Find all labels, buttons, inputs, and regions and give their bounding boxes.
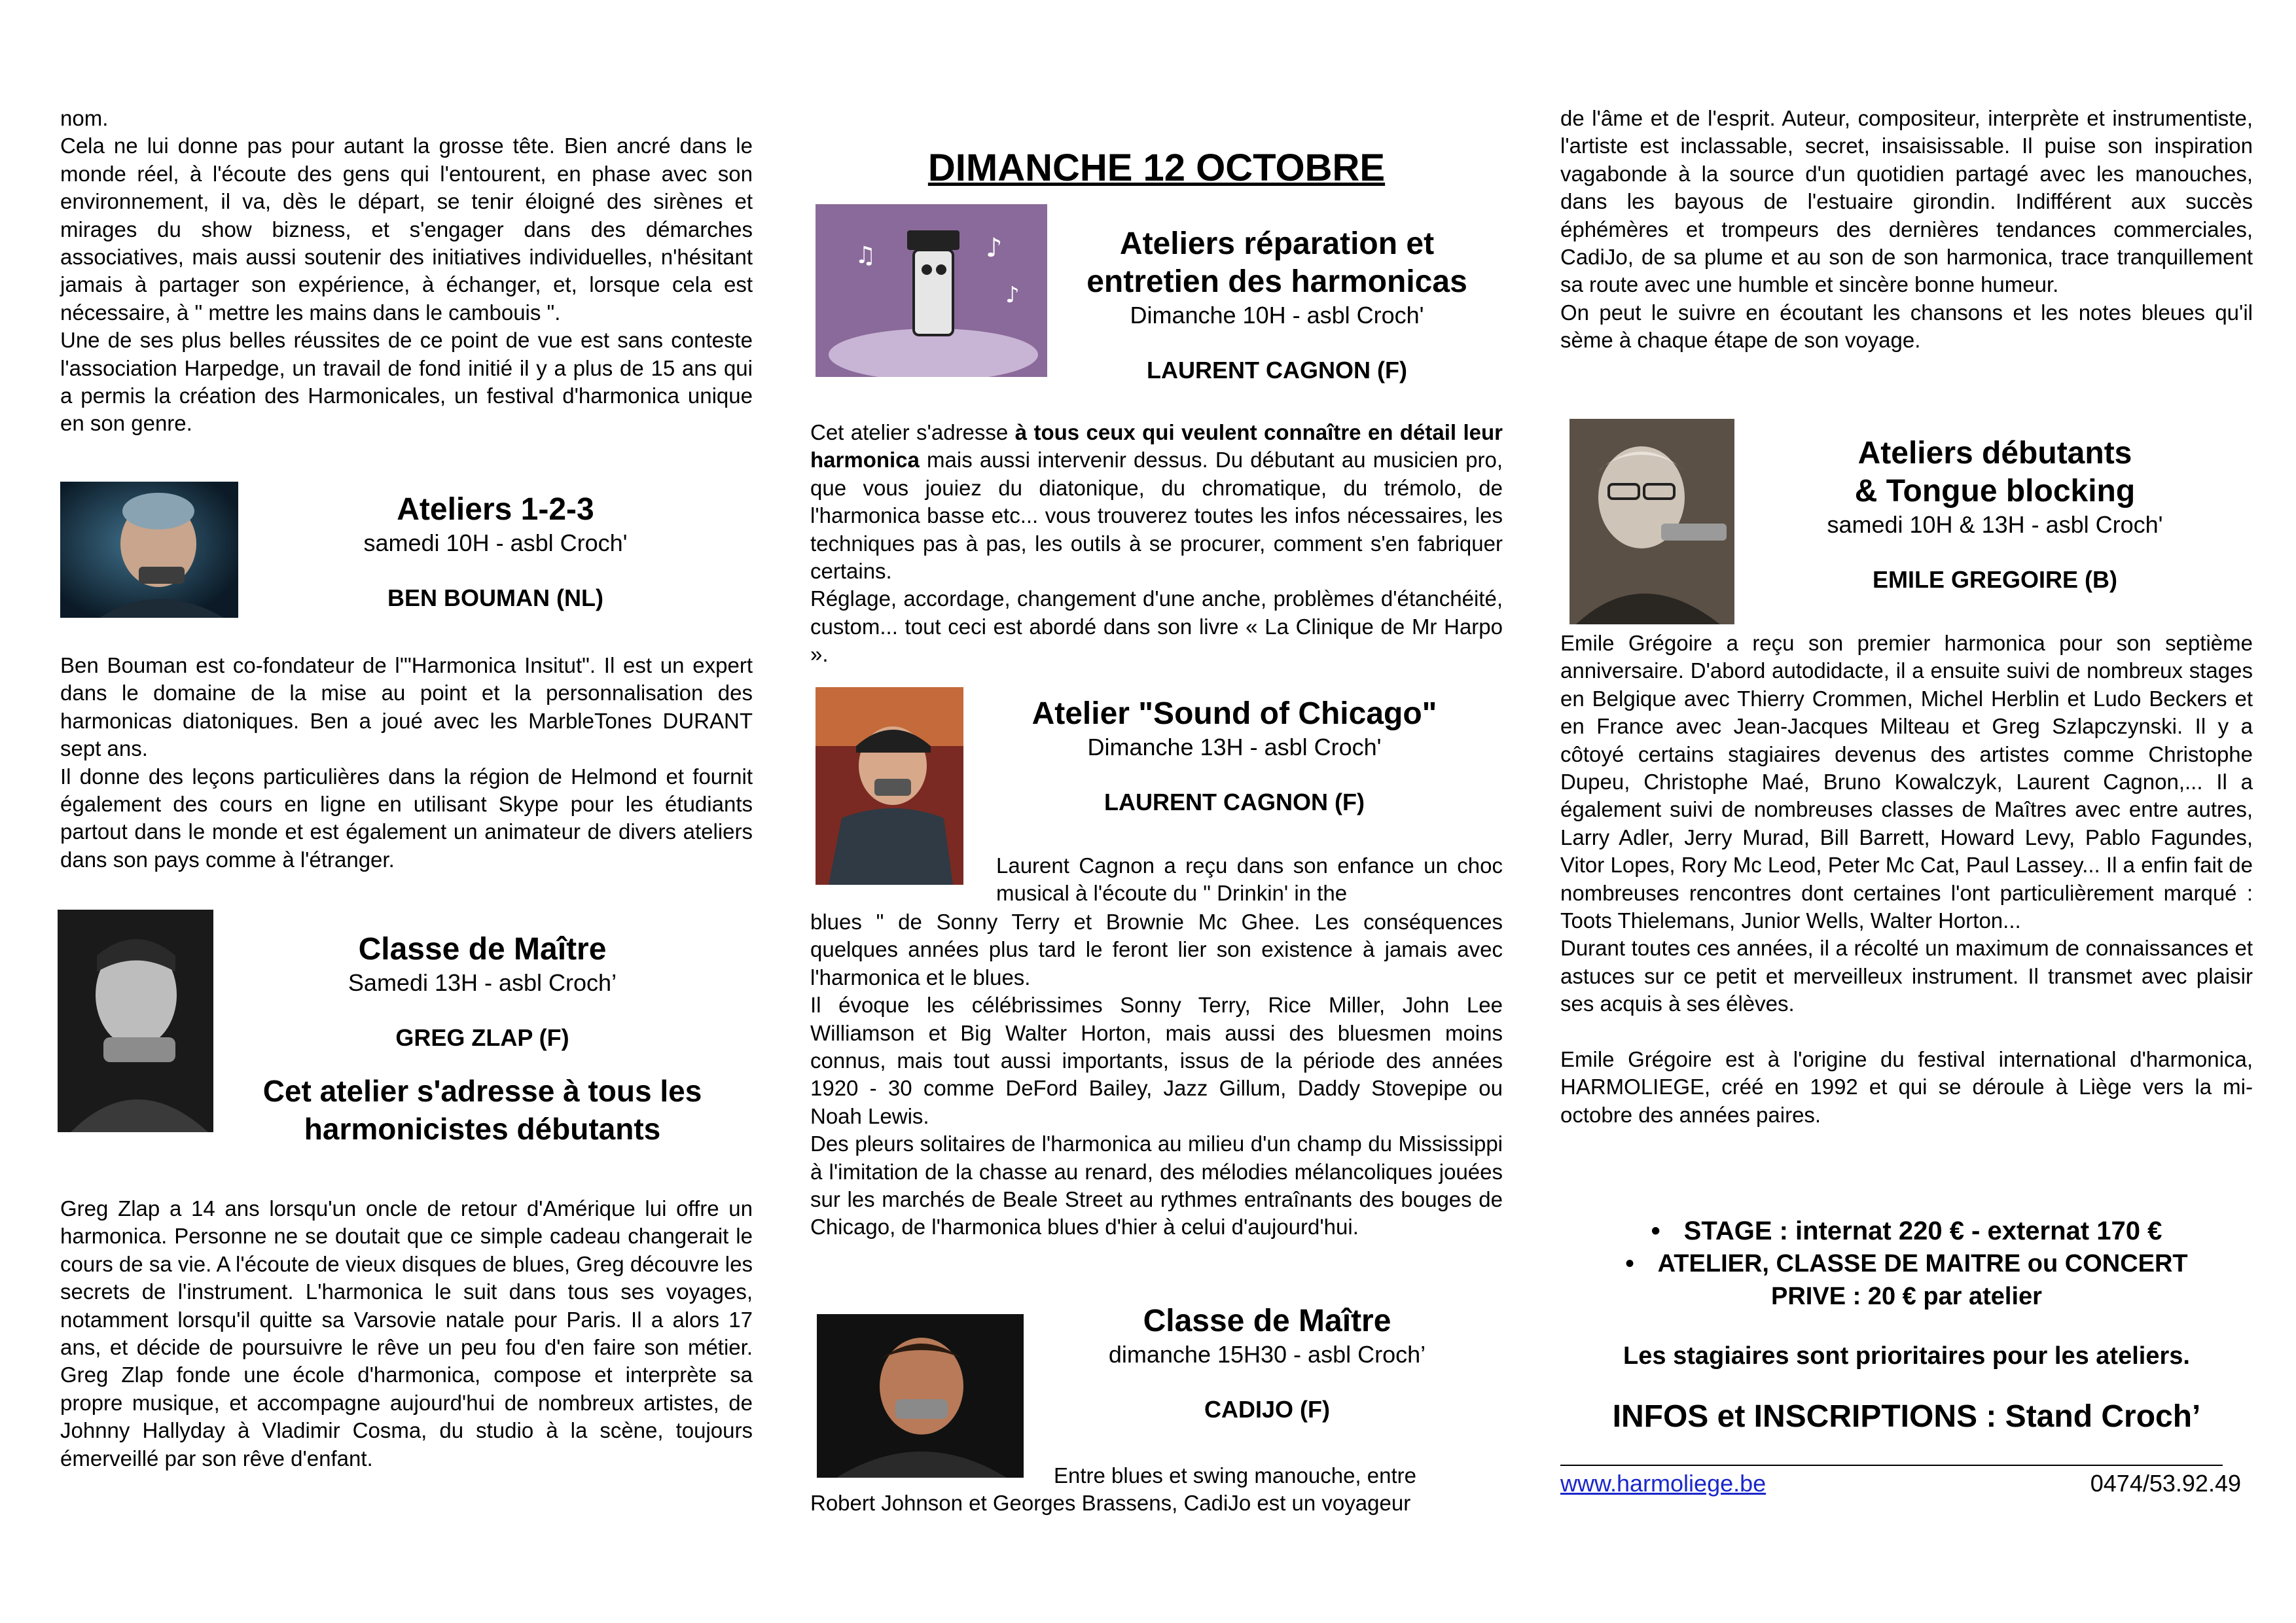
chicago-bio-paragraph: Des pleurs solitaires de l'harmonica au milieu d'un champ du Mississippi à l'imitation de la chasse au renard, des mélodies mélancoliques jouées sur les marchés de Beale Street au rythmes entraînants des bouges de Chicago, de l'harmonica blues d'hier à celui d'aujourd'hui.	[810, 1132, 1503, 1240]
day-title: DIMANCHE 12 OCTOBRE	[927, 147, 1386, 189]
column-left	[60, 0, 753, 1623]
chicago-bio	[810, 908, 1503, 1241]
phone-number: 0474/53.92.49	[2090, 1470, 2241, 1497]
emile-bio	[1560, 630, 2253, 1129]
ben-bouman-photo	[60, 482, 238, 618]
classe2-schedule: dimanche 15H30 - asbl Croch’	[1108, 1341, 1426, 1368]
debutants-teacher: EMILE GREGOIRE (B)	[1872, 566, 2117, 593]
footer-divider	[1560, 1465, 2223, 1466]
cadijo-bio-paragraph: de l'âme et de l'esprit. Auteur, compositeur, interprète et instrumentiste, l'artiste est inclassable, secret, insaisissable. Il puise son inspiration vagabonde à la source d'un quotidien partagé avec les manouches, dans les bayous de l'estuaire girondin. Indifférent aux succès éphémères et trompeurs des dernières tendances commerciales, CadiJo, de sa plume et au son de son harmonica, trace tranquillement sa route avec une humble et sincère bonne humeur.	[1560, 106, 2253, 297]
classe-title: Classe de Maître	[358, 932, 607, 967]
chicago-bio-lead	[996, 852, 1503, 908]
debutants-schedule: samedi 10H & 13H - asbl Croch'	[1827, 511, 2163, 538]
chicago-header	[967, 695, 1501, 817]
repair-schedule: Dimanche 10H - asbl Croch'	[1130, 302, 1424, 329]
infos-inscriptions: INFOS et INSCRIPTIONS : Stand Croch’	[1612, 1399, 2201, 1434]
svg-text:♫: ♫	[855, 242, 876, 269]
classe2-bio-lead	[1054, 1462, 1503, 1489]
intro-text	[60, 105, 753, 438]
classe2-bio	[810, 1489, 1503, 1517]
repair-description	[810, 419, 1503, 669]
intro-paragraph: nom.	[60, 106, 109, 130]
day-title-wrap	[810, 145, 1503, 191]
emile-bio-paragraph: Durant toutes ces années, il a récolté un maximum de connaissances et astuces sur ce petit et merveilleux instrument. Il transmet avec plaisir ses acquis à ses élèves.	[1560, 936, 2253, 1016]
bullet-icon: •	[1625, 1250, 1634, 1277]
classe-audience: Cet atelier s'adresse à tous les harmonicistes débutants	[262, 1074, 702, 1146]
price-stage-text: STAGE : internat 220 € - externat 170 €	[1683, 1217, 2162, 1245]
chicago-teacher: LAURENT CAGNON (F)	[1104, 789, 1365, 815]
footer	[1560, 1469, 2241, 1501]
emile-gregoire-photo	[1570, 419, 1734, 624]
priority-note-wrap	[1560, 1342, 2253, 1370]
chicago-title: Atelier "Sound of Chicago"	[1031, 696, 1437, 731]
greg-zlap-photo	[58, 910, 213, 1132]
ben-bouman-bio	[60, 652, 753, 874]
price-line-atelier	[1560, 1247, 2253, 1280]
chicago-schedule: Dimanche 13H - asbl Croch'	[1087, 734, 1382, 760]
classe2-title: Classe de Maître	[1143, 1304, 1391, 1338]
harmonica-cartoon-image	[816, 204, 1047, 377]
emile-bio-paragraph: Emile Grégoire est à l'origine du festival international d'harmonica, HARMOLIEGE, créé en 1992 et qui se déroule à Liège vers la mi-octobre des années paires.	[1560, 1046, 2253, 1127]
ateliers123-schedule: samedi 10H - asbl Croch'	[363, 529, 628, 556]
chicago-bio-paragraph: Il évoque les célébrissimes Sonny Terry, Rice Miller, John Lee Williamson et Big Walter Horton, mais aussi des bluesmen moins connus, mais tout aussi importants, issus de la période des années 1920 - 30 comme DeFord Bailey, Jazz Gillum, Daddy Stovepipe ou Noah Lewis.	[810, 993, 1503, 1128]
bio-paragraph: Greg Zlap a 14 ans lorsqu'un oncle de retour d'Amérique lui offre un harmonica. Personne ne se doutait que ce simple cadeau changerait le cours de sa vie. A l'écoute de vieux disques de blues, Greg découvre les secrets de l'instrument. L'harmonica le suit dans tous ses voyages, notamment lorsqu'il quitte sa Varsovie natale pour Paris. Il a alors 17 ans, et décide de poursuivre le rêve un peu fou d'en faire son métier. Greg Zlap fonde une école d'harmonica, compose et interprète sa propre musique, et accompagne aujourd'hui de nombreux artistes, de Johnny Hallyday à Vladimir Cosma, du studio à la scène, toujours émerveillé par son rêve d'enfant.	[60, 1196, 753, 1471]
svg-text:♪: ♪	[1005, 282, 1020, 308]
debutants-title-line1: Ateliers débutants	[1857, 436, 2132, 471]
classe-schedule: Samedi 13H - asbl Croch’	[348, 969, 617, 996]
repair-desc-paragraph: Réglage, accordage, changement d'une anche, problèmes d'étanchéité, custom... tout ceci est abordé dans son livre « La Clinique de Mr Harpo ».	[810, 586, 1503, 667]
classe2-bio-lead-text: Entre blues et swing manouche, entre	[1054, 1463, 1416, 1488]
price-line-stage	[1560, 1215, 2253, 1247]
cadijo-bio-paragraph: On peut le suivre en écoutant les chansons et les notes bleues qu'il sème à chaque étape de son voyage.	[1560, 300, 2253, 353]
ateliers123-title: Ateliers 1-2-3	[397, 492, 594, 527]
cadijo-photo	[817, 1314, 1024, 1478]
classe-teacher: GREG ZLAP (F)	[395, 1024, 569, 1051]
repair-teacher: LAURENT CAGNON (F)	[1147, 357, 1407, 383]
repair-title-line1: Ateliers réparation et	[1119, 226, 1435, 261]
price-atelier-text: ATELIER, CLASSE DE MAITRE ou CONCERT	[1657, 1250, 2188, 1277]
repair-desc-start: Cet atelier s'adresse	[810, 420, 1015, 444]
bio-paragraph: Il donne des leçons particulières dans la région de Helmond et fournit également des cours en ligne en utilisant Skype pour les étudiants partout dans le monde et est également un animateur de divers ateliers dans son pays comme à l'étranger.	[60, 764, 753, 872]
greg-zlap-bio	[60, 1195, 753, 1472]
classe2-header	[1033, 1302, 1501, 1424]
debutants-title-line2: & Tongue blocking	[1854, 474, 2136, 508]
chicago-bio-paragraph: blues " de Sonny Terry et Brownie Mc Ghee. Les conséquences quelques années plus tard le feront lier son existence à jamais avec l'harmonica et le blues.	[810, 910, 1503, 990]
website-link[interactable]: www.harmoliege.be	[1560, 1470, 1767, 1497]
bio-paragraph: Ben Bouman est co-fondateur de l'"Harmonica Insitut". Il est un expert dans le domaine de la mise au point et la personnalisation des harmonicas diatoniques. Ben a joué avec les MarbleTones DURANT sept ans.	[60, 653, 753, 761]
ateliers123-teacher: BEN BOUMAN (NL)	[387, 584, 603, 611]
price-line-prive: PRIVE : 20 € par atelier	[1771, 1283, 2042, 1310]
debutants-header	[1737, 435, 2253, 594]
ateliers123-header	[243, 491, 747, 613]
intro-paragraph: Cela ne lui donne pas pour autant la grosse tête. Bien ancré dans le monde réel, à l'écoute des gens qui l'entourent, en phase avec son environnement, il va, dès le départ, se tenir éloigné des sirènes et mirages du show bizness, et s'engager dans des démarches associatives, mais aussi soutenir des initiatives individuelles, n'hésitant jamais à partager son expérience, à échanger, et, lorsque cela est nécessaire, à " mettre les mains dans le cambouis ".	[60, 134, 753, 325]
cadijo-bio-continued	[1560, 105, 2253, 355]
priority-note: Les stagiaires sont prioritaires pour les ateliers.	[1623, 1342, 2190, 1370]
classe2-bio-paragraph: Robert Johnson et Georges Brassens, CadiJo est un voyageur	[810, 1491, 1411, 1515]
classe-header	[217, 931, 747, 1148]
repair-title-line2: entretien des harmonicas	[1086, 264, 1467, 299]
emile-bio-paragraph: Emile Grégoire a reçu son premier harmonica pour son septième anniversaire. D'abord autodidacte, il a ensuite suivi de nombreux stages en Belgique avec Thierry Crommen, Michel Herblin et Ludo Beckers et en France avec Jean-Jacques Milteau et Greg Szlapczynski. Il y a côtoyé certains stagiaires devenus des artistes comme Christophe Dupeu, Christophe Maé, Bruno Kowalczyk, Laurent Cagnon,... Il a également suivi de nombreuses classes de Maîtres avec entre autres, Larry Adler, Jerry Murad, Bill Barrett, Howard Levy, Pablo Fagundes, Vitor Lopes, Rory Mc Leod, Peter Mc Cat, Paul Lassey... Il a enfin fait de nombreuses rencontres dont certaines l'ont particulièrement marqué : Toots Thielemans, Junior Wells, Walter Horton...	[1560, 631, 2253, 933]
classe2-teacher: CADIJO (F)	[1204, 1396, 1330, 1423]
chicago-bio-lead-text: Laurent Cagnon a reçu dans son enfance un choc musical à l'écoute du " Drinkin' in the	[996, 853, 1503, 906]
column-middle	[810, 0, 1503, 1623]
price-list	[1560, 1215, 2253, 1313]
bullet-icon: •	[1651, 1217, 1660, 1245]
svg-text:♪: ♪	[986, 233, 1003, 263]
repair-header	[1052, 225, 1501, 385]
repair-desc-paragraph	[810, 419, 1503, 585]
laurent-cagnon-photo	[816, 687, 963, 885]
repair-desc-rest: mais aussi intervenir dessus. Du débutant au musicien pro, que vous jouiez du diatonique, du chromatique, du trémolo, de l'harmonica basse etc... vous trouverez toutes les infos nécessaires, les techniques pas à pas, les outils à se procurer, comment s'en fabriquer certains.	[810, 448, 1503, 584]
column-right	[1560, 0, 2253, 1623]
repair-desc-bold: à tous ceux qui veulent connaître en détail leur harmonica	[810, 420, 1503, 473]
intro-paragraph: Une de ses plus belles réussites de ce point de vue est sans conteste l'association Harpedge, un travail de fond initié il y a plus de 15 ans qui a permis la création des Harmonicales, un festival d'harmonica unique en son genre.	[60, 328, 753, 436]
infos-wrap	[1560, 1398, 2253, 1436]
